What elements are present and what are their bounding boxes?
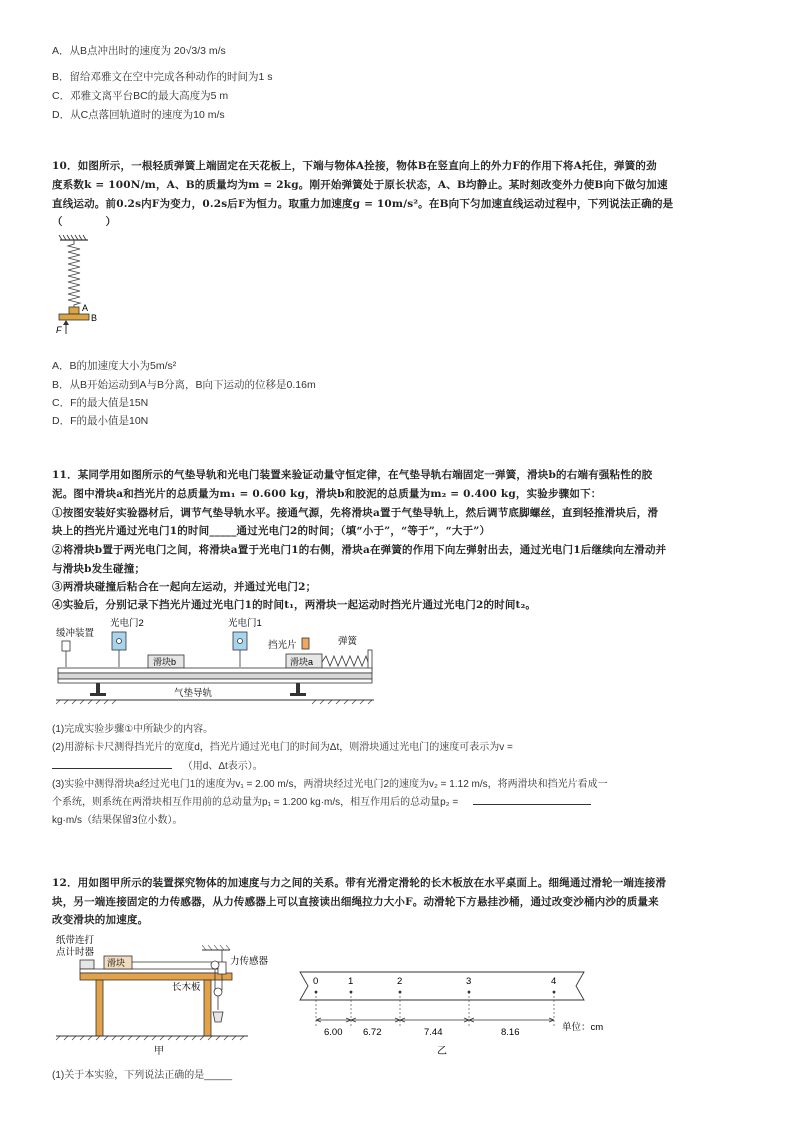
q10-option-d: D．F的最小值是10N <box>52 415 149 427</box>
q11-label-spring: 弹簧 <box>338 636 358 647</box>
q11-label-gate1: 光电门1 <box>228 618 262 629</box>
q12-point-label-4: 4 <box>551 976 557 987</box>
q10-label-a: A <box>82 303 89 313</box>
q10-line-2: 度系数k = 100N/m，A、B的质量均为m = 2kg。刚开始弹簧处于原长状态，A、B均静止。某时刻改变外力使B向下做匀加速 <box>52 179 668 191</box>
q12-gap-3: 7.44 <box>424 1027 443 1038</box>
q12-label-board: 长木板 <box>172 982 201 993</box>
q11-sub-3-line3: kg·m/s（结果保留3位小数）。 <box>52 815 183 826</box>
q9-option-d: D．从C点落回轨道时的速度为10 m/s <box>52 109 225 121</box>
q12-line-1: 12．用如图甲所示的装置探究物体的加速度与力之间的关系。带有光滑定滑轮的长木板放在水平桌面上。细绳通过滑轮一端连接滑 <box>52 877 667 889</box>
q12-point-label-1: 1 <box>348 976 354 987</box>
q11-label-slider-b: 滑块b <box>153 657 177 667</box>
q12-figure-yi <box>294 964 624 1060</box>
q11-answer-blank-v[interactable] <box>52 768 172 769</box>
q11-line-1: 11．某同学用如图所示的气垫导轨和光电门装置来验证动量守恒定律，在气垫导轨右端固定一弹簧，滑块b的右端有强粘性的胶 <box>52 469 653 481</box>
q10-line-3: 直线运动。前0.2s内F为变力，0.2s后F为恒力。取重力加速度g = 10m/s²。在B向下匀加速直线运动过程中，下列说法正确的是 <box>52 198 674 210</box>
q9-option-c: C．邓雅文离平台BC的最大高度为5 m <box>52 90 229 102</box>
q12-sub-1: (1)关于本实验，下列说法正确的是_____ <box>52 1070 233 1081</box>
q11-line-5: ②将滑块b置于两光电门之间，将滑块a置于光电门1的右侧，滑块a在弹簧的作用下向左弹射出去，通过光电门1后继续向左滑动并 <box>52 544 667 556</box>
q9-option-b: B．留给邓雅文在空中完成各种动作的时间为1 s <box>52 71 273 83</box>
q12-caption-jia: 甲 <box>154 1046 164 1057</box>
q12-label-sensor: 力传感器 <box>230 956 269 967</box>
q11-line-8: ④实验后，分别记录下挡光片通过光电门1的时间t₁，两滑块一起运动时挡光片通过光电门2的时间t₂。 <box>52 599 537 611</box>
q10-label-b: B <box>91 313 98 323</box>
q11-sub-3-line2: 个系统，则系统在两滑块相互作用前的总动量为p₁ = 1.200 kg·m/s，相互作用后的总动量p₂ = <box>52 797 459 808</box>
q12-line-3: 改变滑块的加速度。 <box>52 914 149 926</box>
q12-label-slider: 滑块 <box>107 958 126 968</box>
q11-line-3: ①按图安装好实验器材后，调节气垫导轨水平。接通气源，先将滑块a置于气垫导轨上，然后调节底脚螺丝，直到轻推滑块后，滑 <box>52 507 659 519</box>
q11-line-6: 与滑块b发生碰撞； <box>52 563 146 575</box>
q11-label-rail: 气垫导轨 <box>174 688 213 699</box>
q11-sub-1: (1)完成实验步骤①中所缺少的内容。 <box>52 724 214 735</box>
q12-label-timer-1: 纸带连打 <box>56 935 95 946</box>
q10-line-4: （ ） <box>52 216 117 228</box>
q10-option-c: C．F的最大值是15N <box>52 397 149 409</box>
q11-sub-2-cont <box>52 760 263 774</box>
q11-label-slider-a: 滑块a <box>290 657 314 667</box>
q12-point-label-2: 2 <box>397 976 403 987</box>
q11-line-7: ③两滑块碰撞后粘合在一起向左运动，并通过光电门2； <box>52 581 317 593</box>
q12-unit: 单位：cm <box>562 1022 604 1033</box>
q11-label-buffer: 缓冲装置 <box>56 628 95 639</box>
q11-sub-2-tail: （用d、Δt表示）。 <box>182 761 263 772</box>
q11-sub-3-line2-wrap <box>52 796 591 810</box>
q12-figure-jia <box>52 932 292 1060</box>
q12-gap-4: 8.16 <box>501 1027 520 1038</box>
q10-line-1: 10．如图所示，一根轻质弹簧上端固定在天花板上，下端与物体A拴接，物体B在竖直向上的外力F的作用下将A托住，弹簧的劲 <box>52 160 657 172</box>
q11-label-gate2: 光电门2 <box>110 618 144 629</box>
q12-line-2: 块，另一端连接固定的力传感器，从力传感器上可以直接读出细绳拉力大小F。动滑轮下方悬挂沙桶，通过改变沙桶内沙的质量来 <box>52 896 659 908</box>
q11-sub-2: (2)用游标卡尺测得挡光片的宽度d，挡光片通过光电门的时间为Δt，则滑块通过光电门的速度可表示为v = <box>52 742 513 753</box>
q11-line-4: 块上的挡光片通过光电门1的时间_____通过光电门2的时间；（填“小于”，“等于”，“大于”） <box>52 525 491 537</box>
q12-gap-2: 6.72 <box>363 1027 382 1038</box>
q12-point-label-0: 0 <box>313 976 319 987</box>
q10-label-f: F <box>56 325 62 335</box>
q10-option-b: B．从B开始运动到A与B分离，B向下运动的位移是0.16m <box>52 379 316 391</box>
q12-label-timer-2: 点计时器 <box>56 947 95 958</box>
q11-sub-3: (3)实验中测得滑块a经过光电门1的速度为v₁ = 2.00 m/s，两滑块经过光电门2的速度为v₂ = 1.12 m/s，将两滑块和挡光片看成一 <box>52 779 608 790</box>
q9-option-a: A．从B点冲出时的速度为 20√3/3 m/s <box>52 45 226 57</box>
q11-air-track-figure <box>56 614 376 714</box>
q11-line-2: 泥。图中滑块a和挡光片的总质量为m₁ = 0.600 kg，滑块b和胶泥的总质量为m₂ = 0.400 kg，实验步骤如下： <box>52 488 602 500</box>
q11-answer-blank-p2[interactable] <box>473 804 591 805</box>
q12-caption-yi: 乙 <box>437 1046 447 1057</box>
q12-point-label-3: 3 <box>466 976 472 987</box>
q10-spring-figure <box>52 234 112 346</box>
q12-gap-1: 6.00 <box>324 1027 343 1038</box>
q10-option-a: A．B的加速度大小为5m/s² <box>52 360 177 372</box>
q11-label-shutter: 挡光片 <box>268 640 297 651</box>
